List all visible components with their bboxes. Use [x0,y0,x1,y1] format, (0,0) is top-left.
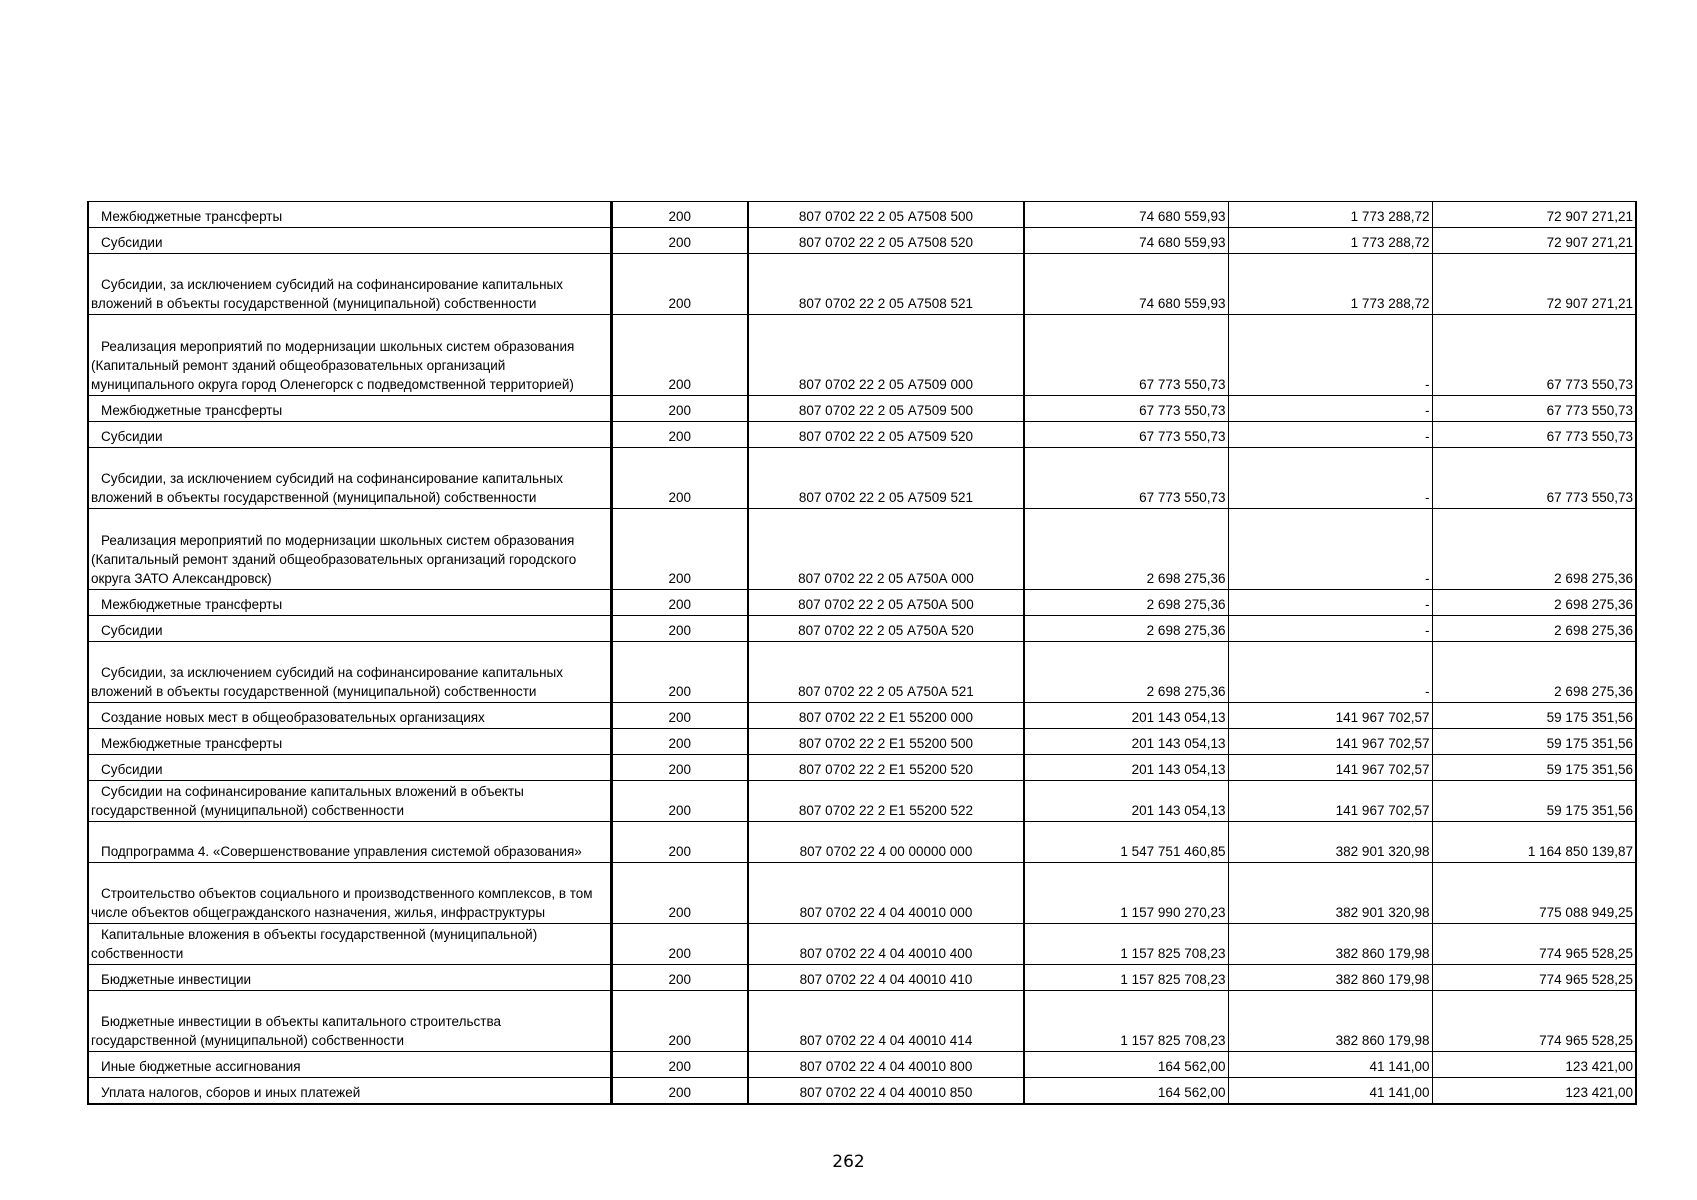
row-approved-amount: 67 773 550,73 [1024,422,1228,448]
row-executed-amount: 382 901 320,98 [1228,822,1432,863]
table-row [88,729,1636,755]
row-unexecuted-amount: 774 965 528,25 [1432,965,1636,991]
row-line-code: 200 [611,616,748,642]
row-line-code: 200 [611,590,748,616]
row-unexecuted-amount: 775 088 949,25 [1432,863,1636,924]
row-executed-amount: - [1228,422,1432,448]
row-name: Межбюджетные трансферты [88,590,611,616]
table-row [88,822,1636,863]
row-executed-amount: - [1228,315,1432,396]
row-budget-code: 807 0702 22 4 00 00000 000 [748,822,1024,863]
row-executed-amount: 382 901 320,98 [1228,863,1432,924]
table-row [88,202,1636,228]
table-body [88,202,1636,1104]
row-approved-amount: 67 773 550,73 [1024,448,1228,509]
row-unexecuted-amount: 2 698 275,36 [1432,642,1636,703]
row-executed-amount: - [1228,448,1432,509]
row-approved-amount: 2 698 275,36 [1024,509,1228,590]
row-name: Строительство объектов социального и производственного комплексов, в том числе объектов общегражданского назначения, жилья, инфраструктуры [88,863,611,924]
row-executed-amount: 382 860 179,98 [1228,991,1432,1052]
row-executed-amount: - [1228,590,1432,616]
row-line-code: 200 [611,448,748,509]
row-executed-amount: 1 773 288,72 [1228,254,1432,315]
row-unexecuted-amount: 67 773 550,73 [1432,422,1636,448]
table-row [88,509,1636,590]
row-name: Межбюджетные трансферты [88,729,611,755]
row-line-code: 200 [611,703,748,729]
row-budget-code: 807 0702 22 2 05 А7508 500 [748,202,1024,228]
row-approved-amount: 201 143 054,13 [1024,729,1228,755]
table-row [88,228,1636,254]
row-unexecuted-amount: 774 965 528,25 [1432,991,1636,1052]
row-budget-code: 807 0702 22 2 05 А7509 500 [748,396,1024,422]
row-approved-amount: 2 698 275,36 [1024,616,1228,642]
row-unexecuted-amount: 774 965 528,25 [1432,924,1636,965]
table-row [88,642,1636,703]
row-budget-code: 807 0702 22 2 05 А750А 520 [748,616,1024,642]
row-name: Субсидии [88,422,611,448]
row-executed-amount: 1 773 288,72 [1228,228,1432,254]
row-name: Межбюджетные трансферты [88,202,611,228]
row-name: Субсидии [88,616,611,642]
row-budget-code: 807 0702 22 2 05 А7509 520 [748,422,1024,448]
row-name: Создание новых мест в общеобразовательных организациях [88,703,611,729]
row-unexecuted-amount: 67 773 550,73 [1432,315,1636,396]
row-unexecuted-amount: 2 698 275,36 [1432,590,1636,616]
row-name: Субсидии [88,228,611,254]
table-row [88,448,1636,509]
row-executed-amount: - [1228,509,1432,590]
row-line-code: 200 [611,396,748,422]
row-unexecuted-amount: 2 698 275,36 [1432,616,1636,642]
row-approved-amount: 201 143 054,13 [1024,703,1228,729]
row-line-code: 200 [611,781,748,822]
row-executed-amount: 1 773 288,72 [1228,202,1432,228]
row-line-code: 200 [611,642,748,703]
row-name: Субсидии, за исключением субсидий на софинансирование капитальных вложений в объекты государственной (муниципальной) собственности [88,642,611,703]
row-budget-code: 807 0702 22 2 05 А7508 520 [748,228,1024,254]
row-unexecuted-amount: 67 773 550,73 [1432,448,1636,509]
row-budget-code: 807 0702 22 2 05 А7509 521 [748,448,1024,509]
row-line-code: 200 [611,863,748,924]
row-budget-code: 807 0702 22 4 04 40010 410 [748,965,1024,991]
row-approved-amount: 74 680 559,93 [1024,254,1228,315]
row-executed-amount: 141 967 702,57 [1228,703,1432,729]
row-name: Субсидии [88,755,611,781]
row-name: Подпрограмма 4. «Совершенствование управления системой образования» [88,822,611,863]
row-approved-amount: 1 157 825 708,23 [1024,965,1228,991]
row-budget-code: 807 0702 22 4 04 40010 800 [748,1052,1024,1078]
row-approved-amount: 164 562,00 [1024,1078,1228,1104]
row-line-code: 200 [611,509,748,590]
row-unexecuted-amount: 59 175 351,56 [1432,755,1636,781]
row-approved-amount: 1 157 825 708,23 [1024,991,1228,1052]
row-line-code: 200 [611,755,748,781]
row-name: Субсидии, за исключением субсидий на софинансирование капитальных вложений в объекты государственной (муниципальной) собственности [88,254,611,315]
row-budget-code: 807 0702 22 2 05 А750А 000 [748,509,1024,590]
row-budget-code: 807 0702 22 2 E1 55200 500 [748,729,1024,755]
row-executed-amount: 41 141,00 [1228,1052,1432,1078]
row-unexecuted-amount: 123 421,00 [1432,1052,1636,1078]
row-name: Капитальные вложения в объекты государственной (муниципальной) собственности [88,924,611,965]
row-line-code: 200 [611,924,748,965]
row-budget-code: 807 0702 22 2 05 А7509 000 [748,315,1024,396]
row-name: Субсидии, за исключением субсидий на софинансирование капитальных вложений в объекты государственной (муниципальной) собственности [88,448,611,509]
table-row [88,616,1636,642]
row-name: Субсидии на софинансирование капитальных вложений в объекты государственной (муниципальной) собственности [88,781,611,822]
row-executed-amount: - [1228,642,1432,703]
row-line-code: 200 [611,1078,748,1104]
row-unexecuted-amount: 72 907 271,21 [1432,228,1636,254]
table-row [88,396,1636,422]
row-budget-code: 807 0702 22 2 05 А750А 500 [748,590,1024,616]
row-approved-amount: 67 773 550,73 [1024,315,1228,396]
budget-execution-table [87,201,1637,1105]
row-name: Бюджетные инвестиции [88,965,611,991]
table-row [88,254,1636,315]
row-approved-amount: 164 562,00 [1024,1052,1228,1078]
table-row [88,924,1636,965]
row-executed-amount: 141 967 702,57 [1228,781,1432,822]
row-name: Реализация мероприятий по модернизации школьных систем образования (Капитальный ремонт зданий общеобразовательных организаций городского округа ЗАТО Александровск) [88,509,611,590]
table-row [88,1052,1636,1078]
row-approved-amount: 67 773 550,73 [1024,396,1228,422]
row-approved-amount: 1 547 751 460,85 [1024,822,1228,863]
row-budget-code: 807 0702 22 4 04 40010 414 [748,991,1024,1052]
table-row [88,703,1636,729]
table-row [88,965,1636,991]
row-approved-amount: 201 143 054,13 [1024,755,1228,781]
row-budget-code: 807 0702 22 2 E1 55200 520 [748,755,1024,781]
table-row [88,1078,1636,1104]
row-unexecuted-amount: 59 175 351,56 [1432,703,1636,729]
row-line-code: 200 [611,729,748,755]
row-approved-amount: 74 680 559,93 [1024,228,1228,254]
row-budget-code: 807 0702 22 4 04 40010 850 [748,1078,1024,1104]
table-row [88,590,1636,616]
row-unexecuted-amount: 2 698 275,36 [1432,509,1636,590]
row-line-code: 200 [611,254,748,315]
row-executed-amount: - [1228,616,1432,642]
row-approved-amount: 2 698 275,36 [1024,590,1228,616]
row-line-code: 200 [611,1052,748,1078]
row-line-code: 200 [611,315,748,396]
row-name: Уплата налогов, сборов и иных платежей [88,1078,611,1104]
row-budget-code: 807 0702 22 2 E1 55200 522 [748,781,1024,822]
table-row [88,755,1636,781]
row-unexecuted-amount: 123 421,00 [1432,1078,1636,1104]
row-line-code: 200 [611,202,748,228]
table-row [88,422,1636,448]
row-unexecuted-amount: 59 175 351,56 [1432,729,1636,755]
row-unexecuted-amount: 72 907 271,21 [1432,202,1636,228]
row-unexecuted-amount: 59 175 351,56 [1432,781,1636,822]
table-row [88,781,1636,822]
row-name: Иные бюджетные ассигнования [88,1052,611,1078]
table-row [88,863,1636,924]
row-budget-code: 807 0702 22 2 05 А7508 521 [748,254,1024,315]
row-budget-code: 807 0702 22 4 04 40010 400 [748,924,1024,965]
row-executed-amount: 141 967 702,57 [1228,755,1432,781]
row-executed-amount: 382 860 179,98 [1228,924,1432,965]
page-number: 262 [832,1152,865,1172]
row-budget-code: 807 0702 22 4 04 40010 000 [748,863,1024,924]
row-executed-amount: 141 967 702,57 [1228,729,1432,755]
row-unexecuted-amount: 72 907 271,21 [1432,254,1636,315]
row-name: Межбюджетные трансферты [88,396,611,422]
row-approved-amount: 1 157 990 270,23 [1024,863,1228,924]
table-row [88,991,1636,1052]
row-budget-code: 807 0702 22 2 E1 55200 000 [748,703,1024,729]
row-executed-amount: - [1228,396,1432,422]
row-approved-amount: 1 157 825 708,23 [1024,924,1228,965]
row-line-code: 200 [611,422,748,448]
row-unexecuted-amount: 67 773 550,73 [1432,396,1636,422]
row-budget-code: 807 0702 22 2 05 А750А 521 [748,642,1024,703]
row-executed-amount: 41 141,00 [1228,1078,1432,1104]
row-unexecuted-amount: 1 164 850 139,87 [1432,822,1636,863]
table-row [88,315,1636,396]
row-line-code: 200 [611,822,748,863]
row-line-code: 200 [611,965,748,991]
row-line-code: 200 [611,991,748,1052]
row-executed-amount: 382 860 179,98 [1228,965,1432,991]
row-name: Реализация мероприятий по модернизации школьных систем образования (Капитальный ремонт зданий общеобразовательных организаций муниципального округа город Оленегорск с подведомственной территорией) [88,315,611,396]
row-line-code: 200 [611,228,748,254]
row-approved-amount: 201 143 054,13 [1024,781,1228,822]
row-approved-amount: 74 680 559,93 [1024,202,1228,228]
row-name: Бюджетные инвестиции в объекты капитального строительства государственной (муниципальной) собственности [88,991,611,1052]
row-approved-amount: 2 698 275,36 [1024,642,1228,703]
